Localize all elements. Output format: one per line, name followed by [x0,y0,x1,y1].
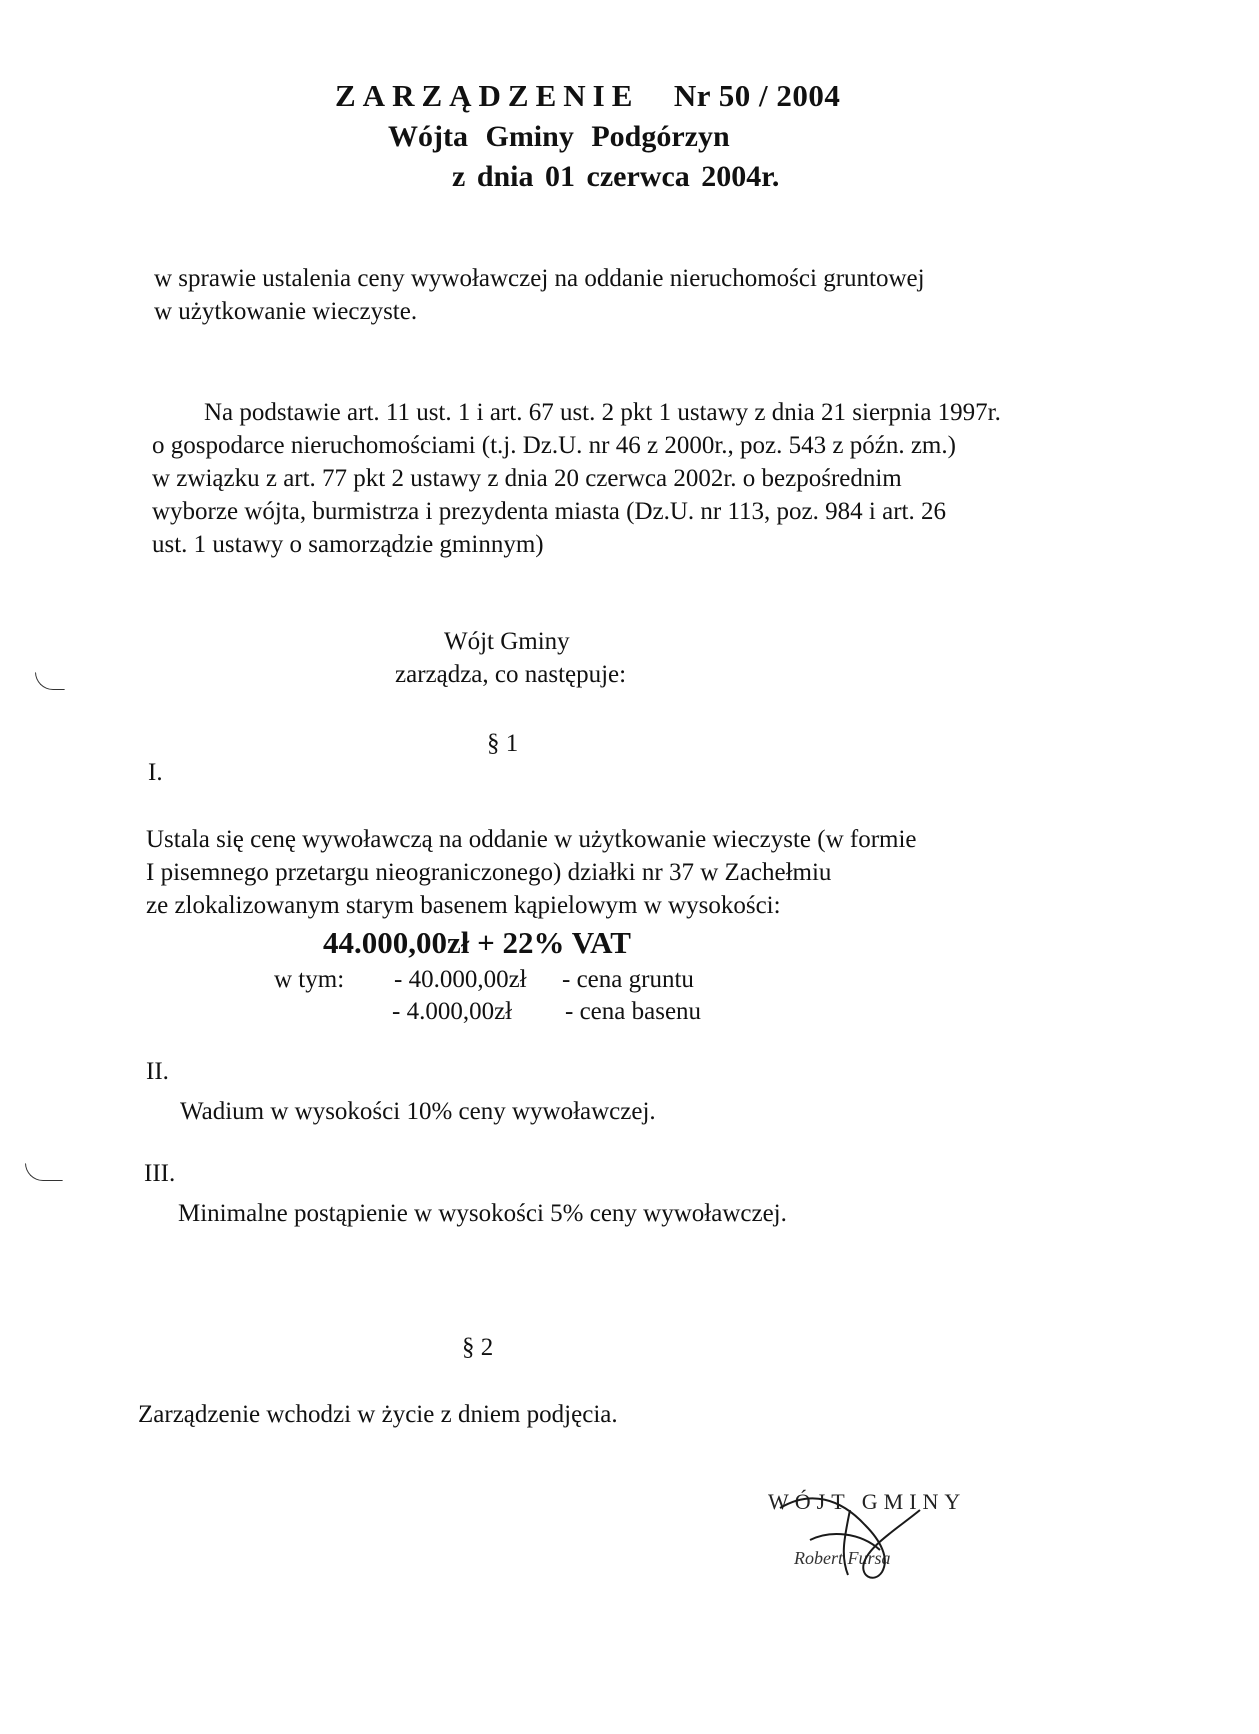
title-number: Nr 50 / 2004 [673,78,841,113]
section-1-heading: § 1 [487,730,519,757]
handwritten-signature [770,1480,950,1590]
subject-line-1: w sprawie ustalenia ceny wywoławczej na oddanie nieruchomości gruntowej [154,265,925,292]
part-1-line-3: ze zlokalizowanym starym basenem kąpielowym w wysokości: [146,892,781,919]
decree-line-1: Wójt Gminy [444,628,570,655]
breakdown-label: w tym: [274,966,345,993]
basis-line-4: wyborze wójta, burmistrza i prezydenta miasta (Dz.U. nr 113, poz. 984 i art. 26 [152,498,946,525]
breakdown-2-desc: - cena basenu [565,998,702,1025]
signature-name: Robert Fursa [794,1548,891,1568]
section-2-heading: § 2 [462,1334,494,1361]
section-2-text: Zarządzenie wchodzi w życie z dniem podjęcia. [138,1401,618,1428]
part-1-line-2: I pisemnego przetargu nieograniczonego) działki nr 37 w Zachełmiu [146,859,832,886]
part-2-label: II. [146,1058,169,1085]
date-line: z dnia 01 czerwca 2004r. [452,160,780,193]
document-title [335,78,840,114]
signature-title: WÓJT GMINY [768,1489,967,1514]
basis-line-3: w związku z art. 77 pkt 2 ustawy z dnia 20 czerwca 2002r. o bezpośrednim [152,465,902,492]
basis-line-2: o gospodarce nieruchomościami (t.j. Dz.U. nr 46 z 2000r., poz. 543 z późn. zm.) [152,432,956,459]
breakdown-1-desc: - cena gruntu [562,966,694,993]
subject-line-2: w użytkowanie wieczyste. [154,298,418,325]
part-3-label: III. [144,1160,176,1187]
part-1-label: I. [148,759,163,786]
part-3-text: Minimalne postąpienie w wysokości 5% ceny wywoławczej. [178,1200,787,1227]
basis-line-5: ust. 1 ustawy o samorządzie gminnym) [152,531,544,558]
starting-price: 44.000,00zł + 22% VAT [323,925,631,960]
part-2-text: Wadium w wysokości 10% ceny wywoławczej. [180,1098,656,1125]
breakdown-1-amount: - 40.000,00zł [394,966,527,993]
part-1-line-1: Ustala się cenę wywoławczą na oddanie w użytkowanie wieczyste (w formie [146,826,917,853]
decree-line-2: zarządza, co następuje: [395,661,627,688]
basis-line-1: Na podstawie art. 11 ust. 1 i art. 67 ust. 2 pkt 1 ustawy z dnia 21 sierpnia 1997r. [204,399,1001,426]
issuer-line: Wójta Gminy Podgórzyn [388,120,730,153]
breakdown-2-amount: - 4.000,00zł [392,998,513,1025]
punch-mark [35,672,65,690]
punch-mark [25,1163,63,1181]
title-word: ZARZĄDZENIE [335,78,640,113]
